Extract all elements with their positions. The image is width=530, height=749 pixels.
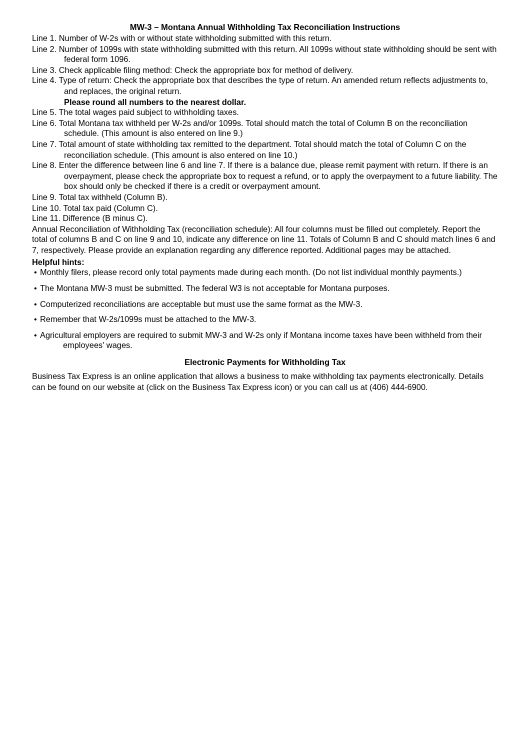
hint-text: Computerized reconciliations are acceptable but must use the same format as the MW-3. [40, 299, 363, 309]
bullet-icon: • [34, 315, 37, 325]
electronic-payments-paragraph: Business Tax Express is an online application that allows a business to make withholding tax payments electronically. Details can be found on our website at (click on the Business Tax Express icon) or you can call us at (406) 444-6900. [32, 372, 484, 392]
hint-text: Agricultural employers are required to submit MW-3 and W-2s only if Montana income taxes have been withheld from their employees' wages. [40, 330, 483, 351]
hint-item [32, 300, 498, 311]
bullet-icon: • [34, 330, 37, 340]
bullet-icon: • [34, 299, 37, 309]
instructions-page [32, 22, 498, 393]
bullet-icon: • [34, 284, 37, 294]
reconciliation-paragraph: Annual Reconciliation of Withholding Tax (reconciliation schedule): All four columns must be filled out completely. Report the total of columns B and C on line 9 and 10, indicate any difference on line 11. Totals of Column B and C should match lines 6 and 7, respectively. Please provide an explanation regarding any difference reported. Additional pages may be attached. [32, 224, 496, 255]
line-7-instruction: Line 7. Total amount of state withholding tax remitted to the department. Total should match the total of Column C on the reconciliation schedule. (This amount is also entered on line 10.) [32, 139, 467, 160]
bullet-icon: • [34, 268, 37, 278]
line-10-instruction: Line 10. Total tax paid (Column C). [32, 203, 158, 213]
hint-text: Remember that W-2s/1099s must be attached to the MW-3. [40, 315, 257, 325]
helpful-hints-heading: Helpful hints: [32, 258, 85, 268]
hint-item [32, 315, 498, 326]
line-6-instruction: Line 6. Total Montana tax withheld per W-2s and/or 1099s. Total should match the total of Column B on the reconciliation schedule. (This amount is also entered on line 9.) [32, 118, 468, 139]
line-2-instruction: Line 2. Number of 1099s with state withholding submitted with this return. All 1099s without state withholding should be sent with federal form 1096. [32, 44, 497, 65]
line-3-instruction: Line 3. Check applicable filing method: Check the appropriate box for method of delivery. [32, 65, 354, 75]
page-title: MW-3 – Montana Annual Withholding Tax Reconciliation Instructions [129, 22, 401, 32]
hint-item [32, 268, 498, 279]
hint-text: The Montana MW-3 must be submitted. The federal W3 is not acceptable for Montana purposes. [40, 284, 390, 294]
line-8-instruction: Line 8. Enter the difference between line 6 and line 7. If there is a balance due, please remit payment with return. If there is an overpayment, please check the appropriate box to request a refund, or to apply the overpayment to a future liability. The box should only be checked if there is a credit or overpayment amount. [32, 161, 498, 192]
line-4-instruction: Line 4. Type of return: Check the appropriate box that describes the type of return. An amended return reflects adjustments to, and replaces, the original return. [32, 76, 488, 96]
hint-item [32, 331, 498, 352]
line-1-instruction: Line 1. Number of W-2s with or without state withholding submitted with this return. [32, 34, 332, 43]
helpful-hints-list [32, 268, 498, 352]
hint-text: Monthly filers, please record only total payments made during each month. (Do not list individual monthly payments.) [40, 268, 462, 278]
line-5-instruction: Line 5. The total wages paid subject to withholding taxes. [32, 108, 239, 118]
hint-item [32, 284, 498, 295]
round-note: Please round all numbers to the nearest dollar. [64, 97, 246, 107]
line-11-instruction: Line 11. Difference (B minus C). [32, 214, 148, 224]
electronic-payments-heading: Electronic Payments for Withholding Tax [184, 357, 346, 368]
line-9-instruction: Line 9. Total tax withheld (Column B). [32, 192, 168, 202]
